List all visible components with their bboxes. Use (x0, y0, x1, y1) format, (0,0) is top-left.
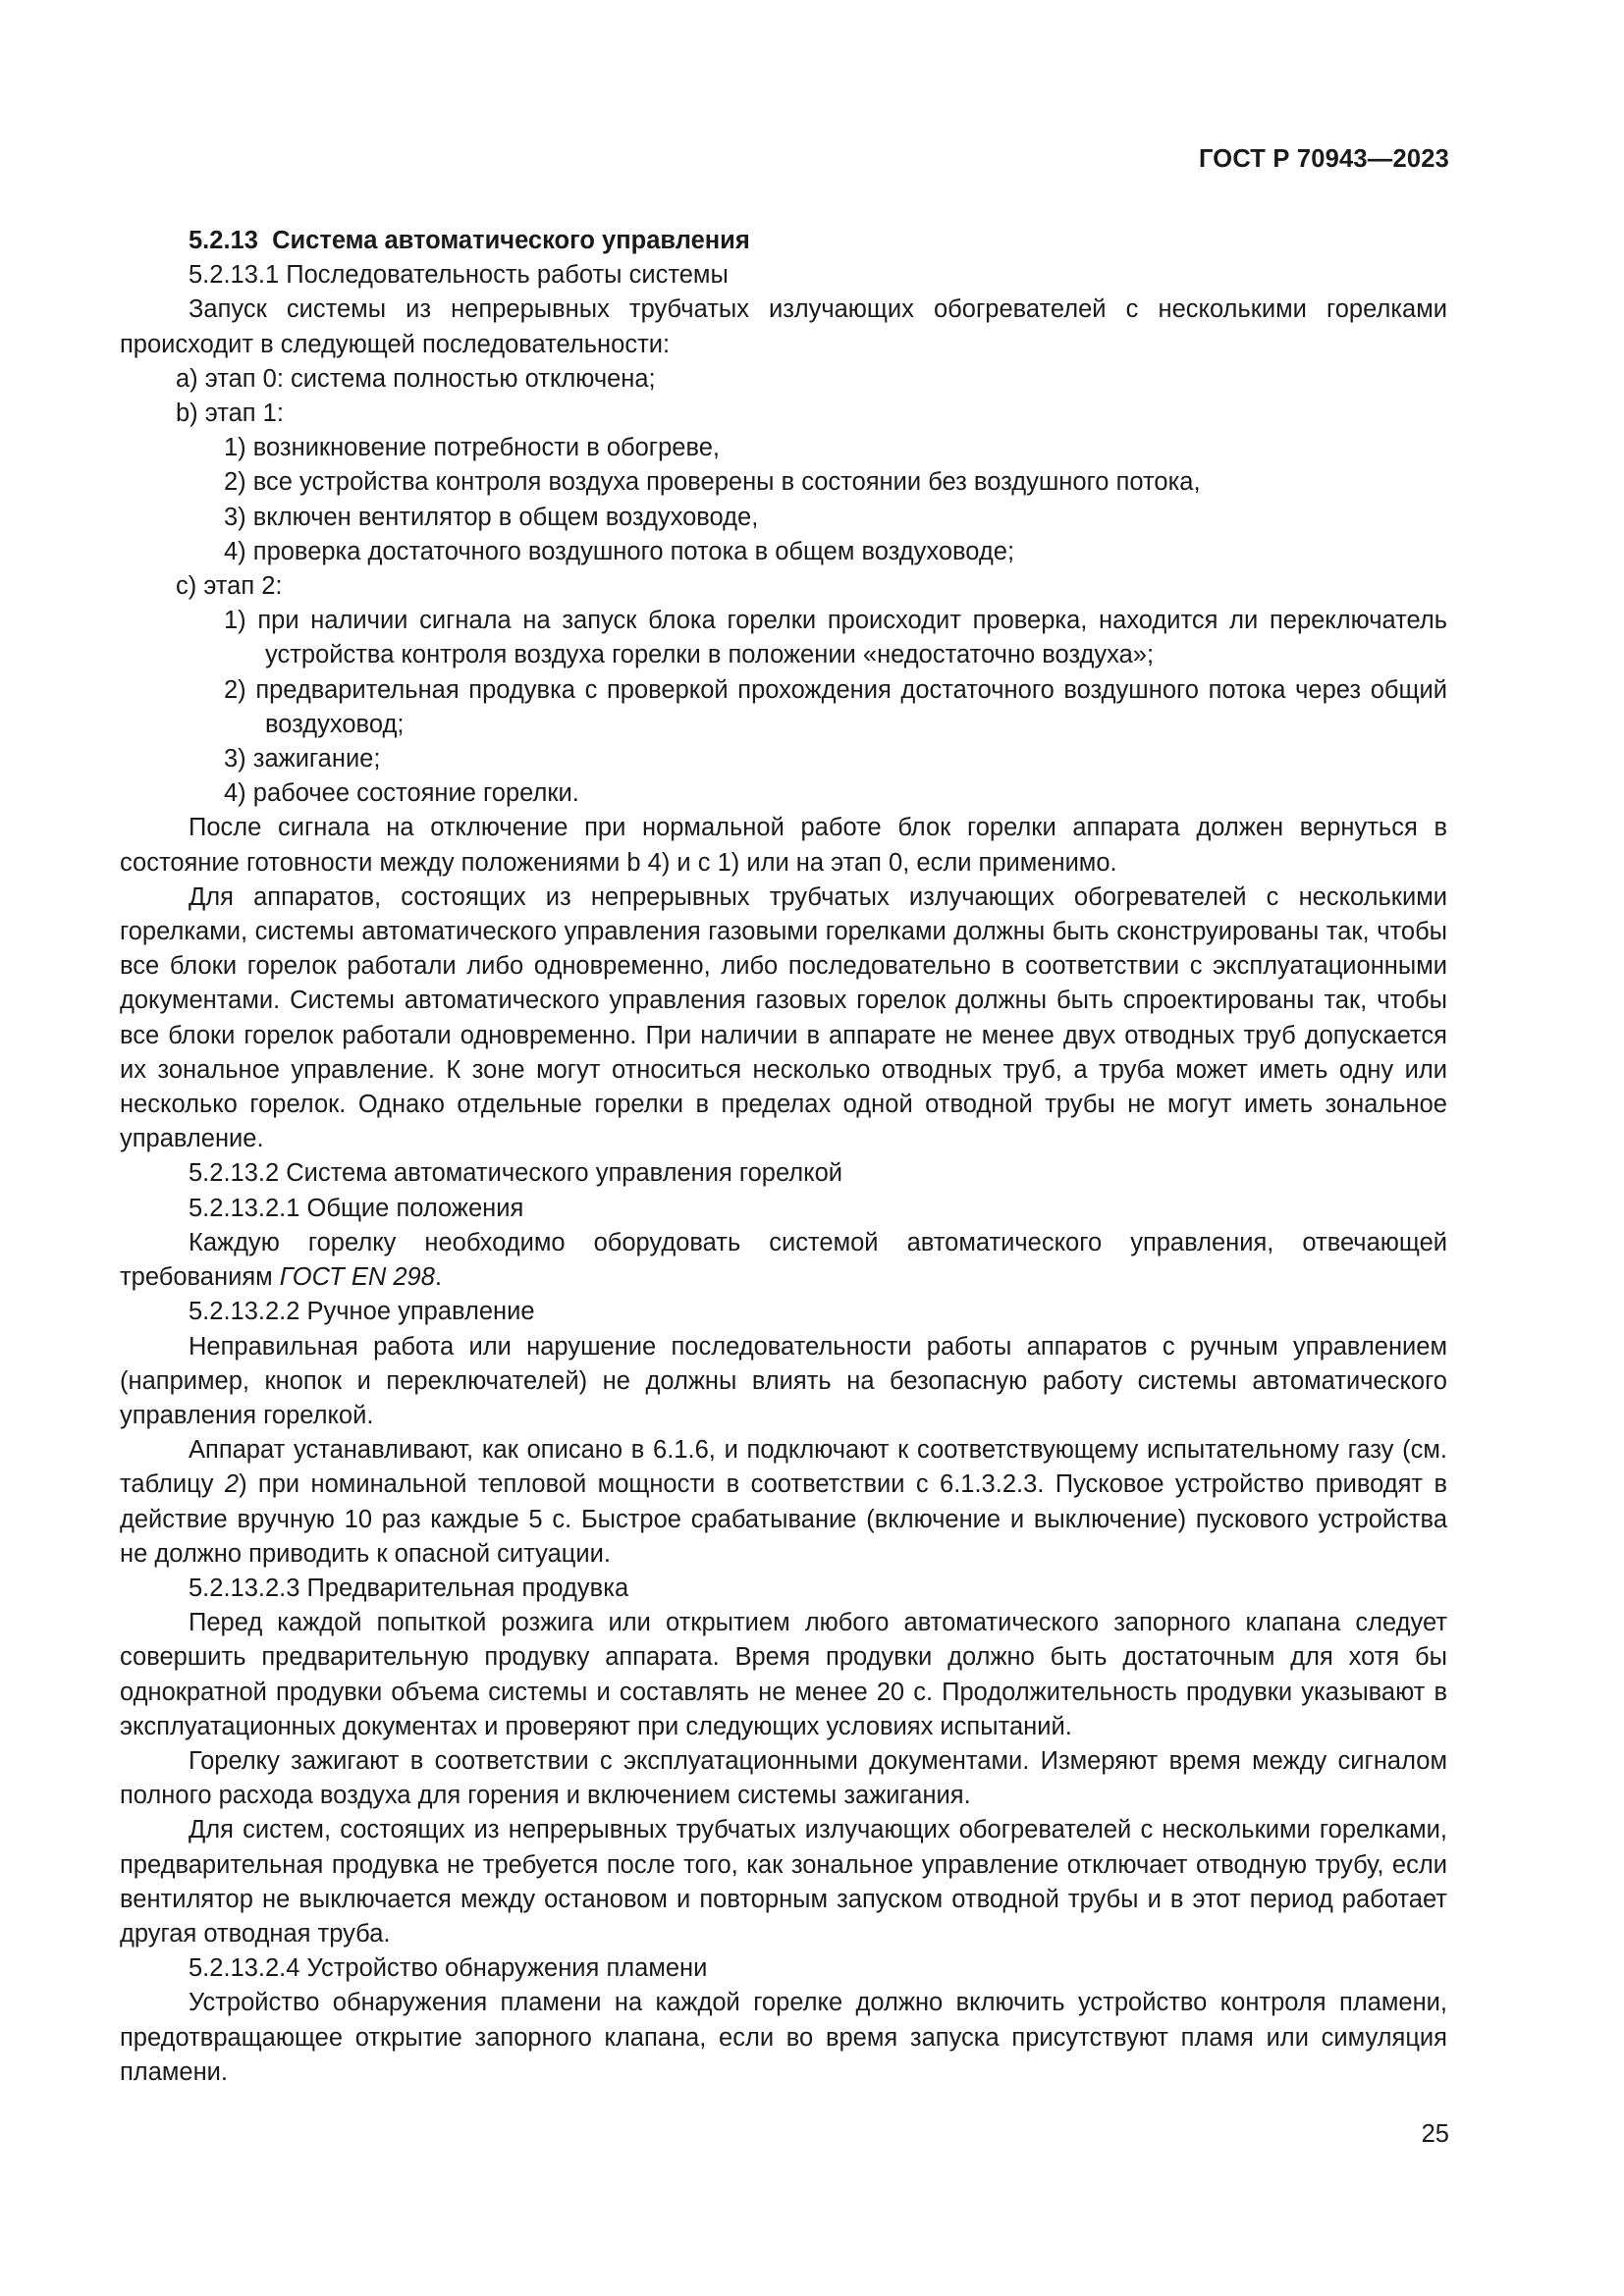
subsection-heading-2-1: 5.2.13.2.1 Общие положения (189, 1194, 524, 1222)
subsection-heading-2-4: 5.2.13.2.4 Устройство обнаружения пламени (189, 1954, 708, 1983)
list-item-b2: 2) все устройства контроля воздуха проверены в состоянии без воздушного потока, (224, 468, 1201, 497)
subsection-heading-2: 5.2.13.2 Система автоматического управления горелкой (189, 1159, 843, 1188)
paragraph-manual-1: Неправильная работа или нарушение последовательности работы аппаратов с ручным управлением (например, кнопок и переключателей) не должны влиять на безопасную работу системы автоматического управления горелкой. (120, 1332, 1447, 1429)
list-item-c3: 3) зажигание; (224, 745, 381, 774)
subsection-heading-2-3: 5.2.13.2.3 Предварительная продувка (189, 1574, 629, 1602)
section-title: Система автоматического управления (272, 227, 750, 254)
paragraph-flame-detection: Устройство обнаружения пламени на каждой горелке должно включить устройство контроля пламени, предотвращающее открытие запорного клапана, если во время запуска присутствуют пламя или симуляция пламени. (120, 1989, 1447, 2086)
document-header: ГОСТ Р 70943—2023 (1198, 145, 1449, 173)
paragraph-general: Каждую горелку необходимо оборудовать системой автоматического управления, отвечающей требованиям ГОСТ EN 298. (120, 1228, 1447, 1292)
subsection-heading-1: 5.2.13.1 Последовательность работы системы (189, 261, 729, 290)
list-item-b: b) этап 1: (176, 400, 284, 428)
section-heading (120, 224, 1447, 258)
subsection-heading-2-2: 5.2.13.2.2 Ручное управление (189, 1298, 535, 1326)
standard-reference: ГОСТ EN 298 (279, 1263, 435, 1292)
list-item-c: c) этап 2: (176, 572, 283, 601)
paragraph-purge-2: Горелку зажигают в соответствии с эксплуатационными документами. Измеряют время между сигналом полного расхода воздуха для горения и включением системы зажигания. (120, 1746, 1447, 1810)
table-reference: 2 (224, 1470, 240, 1499)
list-item-b4: 4) проверка достаточного воздушного потока в общем воздуховоде; (224, 537, 1015, 565)
list-item-b1: 1) возникновение потребности в обогреве, (224, 434, 720, 462)
section-number: 5.2.13 (189, 227, 258, 254)
list-item-c1: 1) при наличии сигнала на запуск блока горелки происходит проверка, находится ли переключатель устройства контроля воздуха горелки в положении «недостаточно воздуха»; (224, 607, 1447, 669)
document-body (120, 224, 1447, 2090)
list-item-c4: 4) рабочее состояние горелки. (224, 779, 579, 808)
list-item-c2: 2) предварительная продувка с проверкой прохождения достаточного воздушного потока через общий воздуховод; (224, 675, 1447, 738)
paragraph-purge-3: Для систем, состоящих из непрерывных трубчатых излучающих обогревателей с несколькими горелками, предварительная продувка не требуется после того, как зональное управление отключает отводную трубу, если вентилятор не выключается между остановом и повторным запуском отводной трубы и в этот период работает другая отводная труба. (120, 1816, 1447, 1948)
list-item-b3: 3) включен вентилятор в общем воздуховоде, (224, 503, 759, 531)
list-item-a: a) этап 0: система полностью отключена; (176, 364, 656, 393)
paragraph-purge-1: Перед каждой попыткой розжига или открытием любого автоматического запорного клапана следует совершить предварительную продувку аппарата. Время продувки должно быть достаточным для хотя бы однократной продувки объема системы и составлять не менее 20 с. Продолжительность продувки указывают в эксплуатационных документах и проверяют при следующих условиях испытаний. (120, 1609, 1447, 1740)
page-number: 25 (1421, 2120, 1449, 2148)
paragraph-intro: Запуск системы из непрерывных трубчатых излучающих обогревателей с несколькими горелками происходит в следующей последовательности: (120, 295, 1447, 358)
paragraph-manual-2: Аппарат устанавливают, как описано в 6.1.6, и подключают к соответствующему испытательному газу (см. таблицу 2) при номинальной тепловой мощности в соответствии с 6.1.3.2.3. Пусковое устройство приводят в действие вручную 10 раз каждые 5 с. Быстрое срабатывание (включение и выключение) пускового устройства не должно приводить к опасной ситуации. (120, 1436, 1448, 1568)
paragraph-after-shutdown: После сигнала на отключение при нормальной работе блок горелки аппарата должен вернуться в состояние готовности между положениями b 4) и c 1) или на этап 0, если применимо. (120, 814, 1447, 877)
paragraph-multi-burner: Для аппаратов, состоящих из непрерывных трубчатых излучающих обогревателей с несколькими горелками, системы автоматического управления газовыми горелками должны быть сконструированы так, чтобы все блоки горелок работали либо одновременно, либо последовательно в соответствии с эксплуатационными документами. Системы автоматического управления газовых горелок должны быть спроектированы так, чтобы все блоки горелок работали одновременно. При наличии в аппарате не менее двух отводных труб допускается их зональное управление. К зоне могут относиться несколько отводных труб, а труба может иметь одну или несколько горелок. Однако отдельные горелки в пределах одной отводной трубы не могут иметь зональное управление. (120, 882, 1447, 1153)
